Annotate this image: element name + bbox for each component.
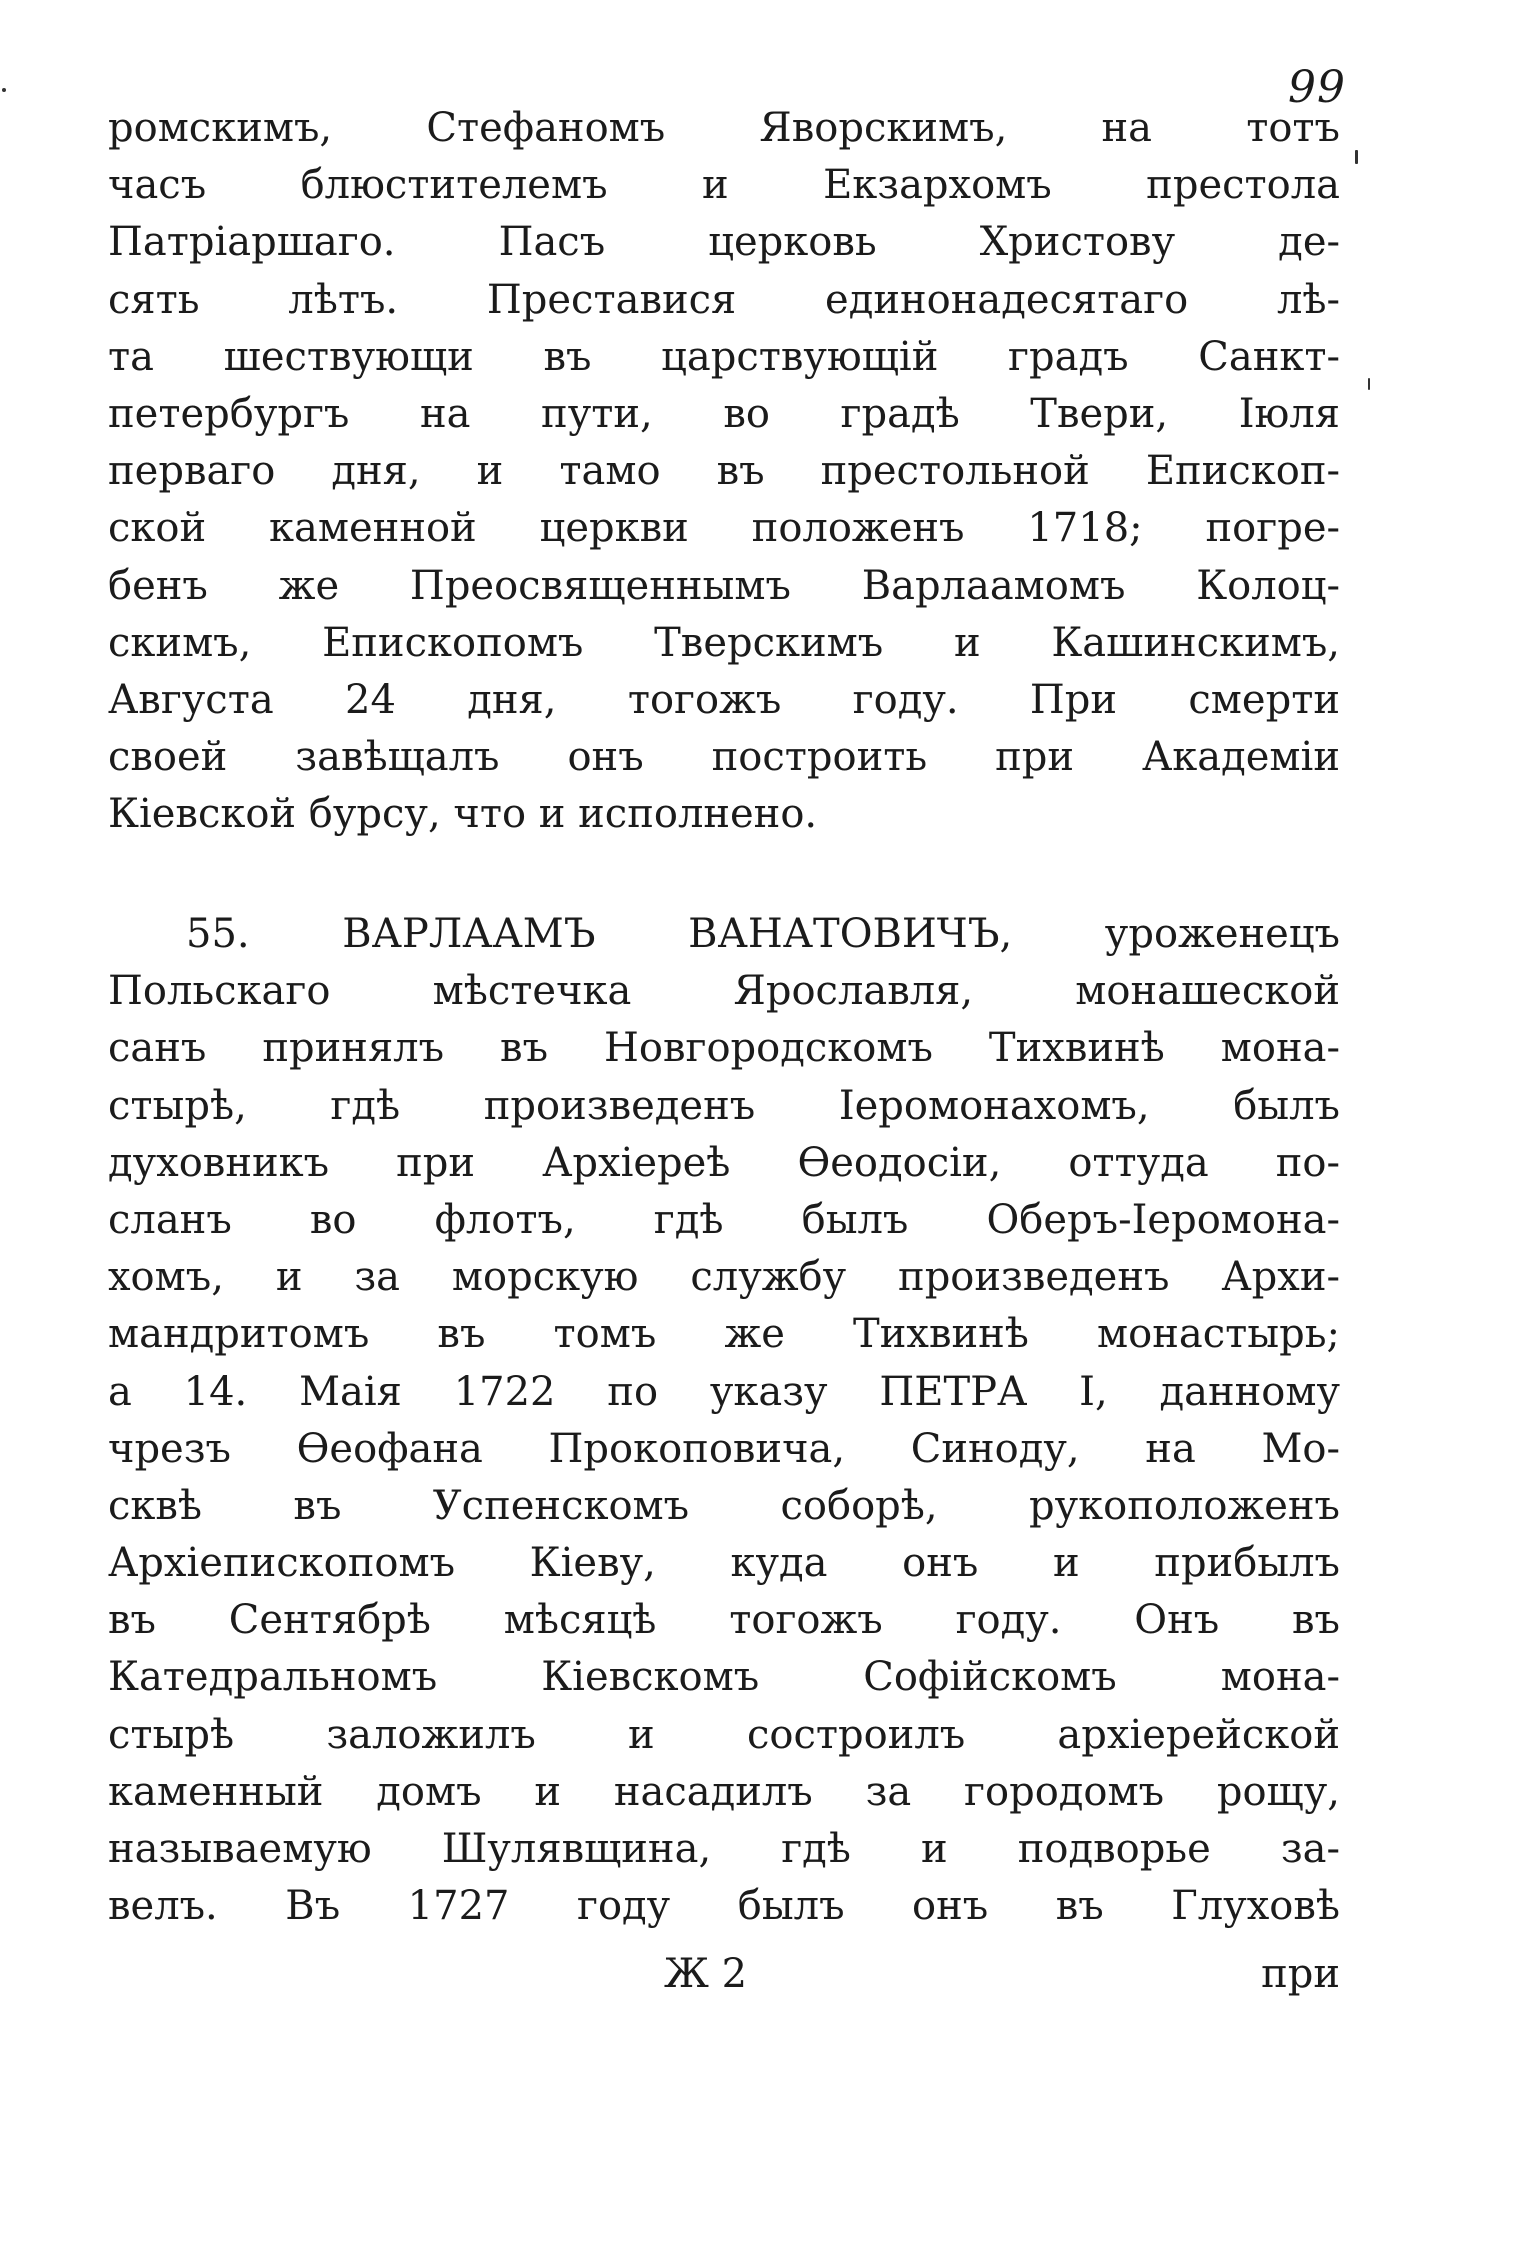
paragraph-2 bbox=[108, 906, 1340, 1935]
text-line: Катедральномъ Кіевскомъ Софійскомъ мона- bbox=[108, 1654, 1340, 1701]
text-line: санъ принялъ въ Новгородскомъ Тихвинѣ мона- bbox=[108, 1025, 1340, 1072]
text-line: своей завѣщалъ онъ построить при Академіи bbox=[108, 734, 1340, 781]
signature-mark: Ж 2 bbox=[664, 1951, 748, 1997]
catchword: при bbox=[1261, 1951, 1340, 1997]
text-line: Кіевской бурсу, что и исполнено. bbox=[108, 791, 818, 838]
text-line: стырѣ заложилъ и состроилъ архіерейской bbox=[108, 1711, 1340, 1758]
text-line: а 14. Маія 1722 по указу ПЕТРА I, данному bbox=[108, 1368, 1340, 1415]
text-line: перваго дня, и тамо въ престольной Епископ- bbox=[108, 448, 1340, 495]
paragraph-1 bbox=[108, 100, 1340, 843]
text-line: ромскимъ, Стефаномъ Яворскимъ, на тотъ bbox=[108, 105, 1340, 151]
text-line: петербургъ на пути, во градѣ Твери, Іюля bbox=[108, 390, 1340, 437]
text-line: называемую Шулявщина, гдѣ и подворье за- bbox=[108, 1826, 1340, 1872]
text-line: часъ блюстителемъ и Екзархомъ престола bbox=[108, 162, 1340, 209]
text-line: сквѣ въ Успенскомъ соборѣ, рукоположенъ bbox=[108, 1482, 1340, 1529]
text-line: сять лѣтъ. Преставися единонадесятаго лѣ- bbox=[108, 276, 1340, 323]
text-line: стырѣ, гдѣ произведенъ Іеромонахомъ, былъ bbox=[108, 1082, 1340, 1129]
text-line: хомъ, и за морскую службу произведенъ Архи- bbox=[108, 1254, 1340, 1301]
text-line: ской каменной церкви положенъ 1718; погре- bbox=[108, 505, 1340, 552]
text-line: бенъ же Преосвященнымъ Варлаамомъ Колоц- bbox=[108, 562, 1340, 609]
text-line: Польскаго мѣстечка Ярославля, монашеской bbox=[108, 968, 1340, 1015]
print-speck bbox=[1368, 378, 1370, 390]
entry-heading-line: 55. ВАРЛААМЪ ВАНАТОВИЧЪ, уроженецъ bbox=[186, 911, 1340, 957]
text-line: чрезъ Ѳеофана Прокоповича, Синоду, на Мо- bbox=[108, 1425, 1340, 1472]
text-line: Архіепископомъ Кіеву, куда онъ и прибылъ bbox=[108, 1540, 1340, 1587]
page-number: 99 bbox=[1288, 62, 1346, 113]
text-line: та шествующи въ царствующій градъ Санкт- bbox=[108, 333, 1340, 380]
text-line: Патріаршаго. Пасъ церковь Христову де- bbox=[108, 219, 1340, 266]
text-line: скимъ, Епископомъ Тверскимъ и Кашинскимъ, bbox=[108, 619, 1340, 666]
text-line: Августа 24 дня, тогожъ году. При смерти bbox=[108, 676, 1340, 723]
print-speck bbox=[2, 88, 6, 92]
text-line: каменный домъ и насадилъ за городомъ рощу, bbox=[108, 1768, 1340, 1815]
page-footer bbox=[108, 1944, 1340, 2004]
print-speck bbox=[1355, 150, 1358, 164]
text-line: сланъ во флотъ, гдѣ былъ Оберъ-Іеромона- bbox=[108, 1196, 1340, 1243]
text-line: духовникъ при Архіереѣ Ѳеодосіи, оттуда по- bbox=[108, 1139, 1340, 1186]
text-line: велъ. Въ 1727 году былъ онъ въ Глуховѣ bbox=[108, 1883, 1340, 1930]
text-line: въ Сентябрѣ мѣсяцѣ тогожъ году. Онъ въ bbox=[108, 1597, 1340, 1644]
text-line: мандритомъ въ томъ же Тихвинѣ монастырь; bbox=[108, 1311, 1340, 1358]
